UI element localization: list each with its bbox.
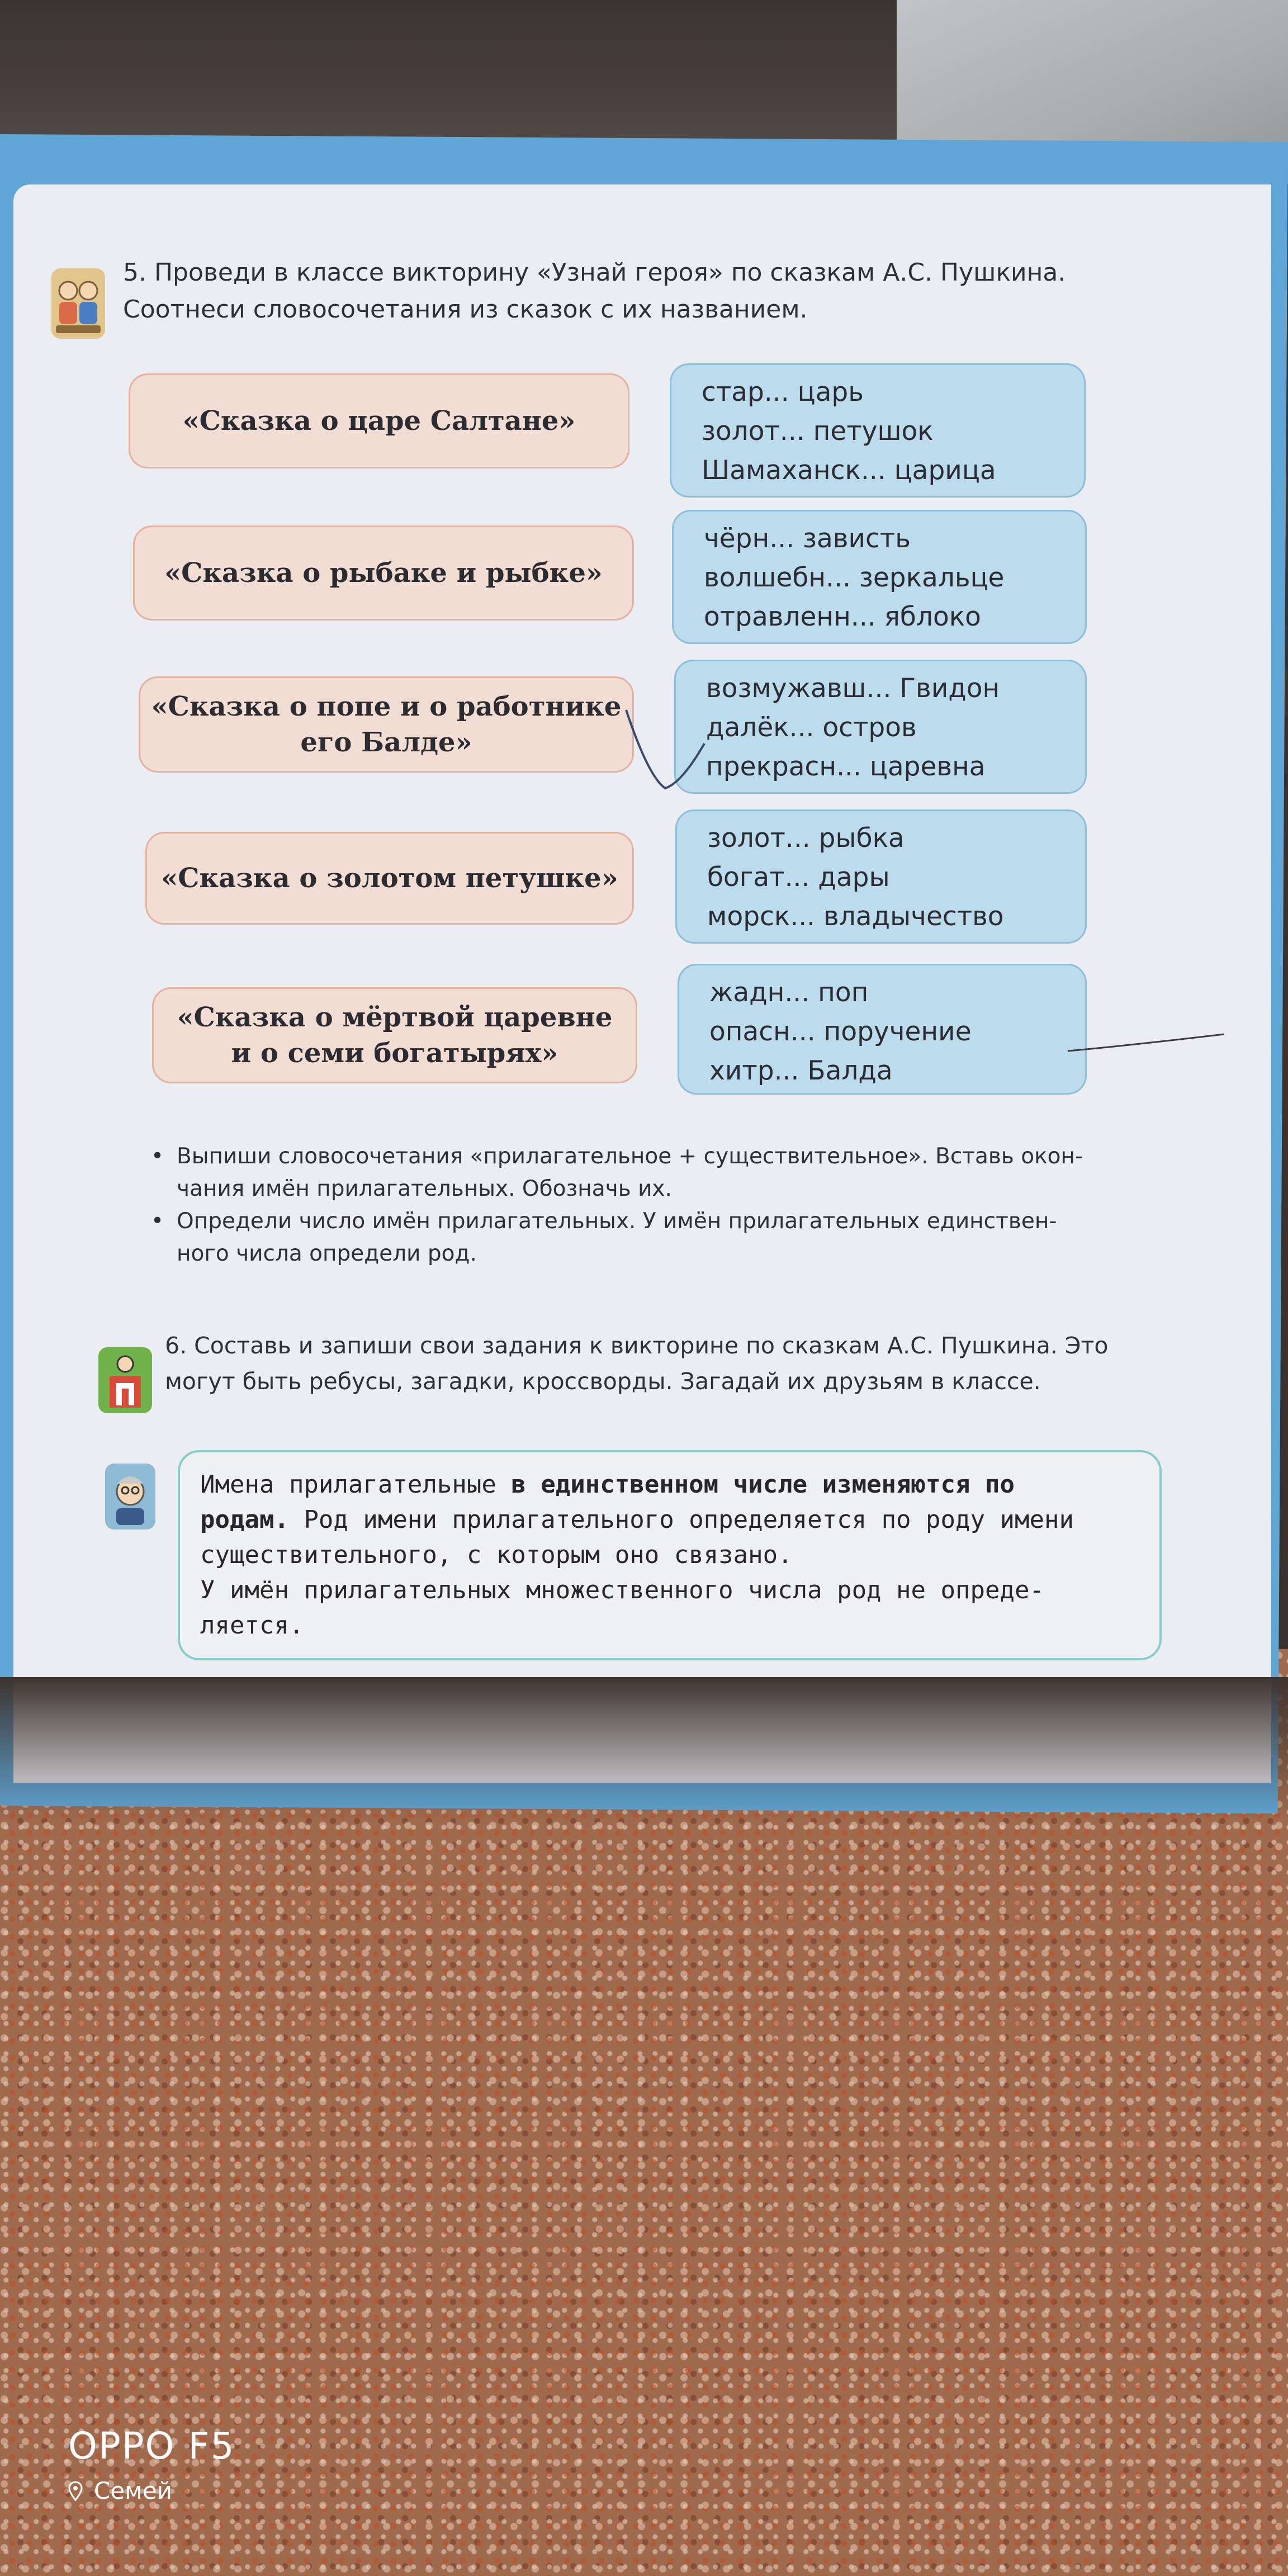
carpet-shadow	[0, 1677, 1288, 1822]
location-row	[68, 2474, 235, 2508]
phrase: золот... рыбка	[707, 823, 905, 854]
phrase-box	[670, 363, 1086, 498]
rule-line-1: Имена прилагательные в единственном числе изменяются по	[200, 1470, 1015, 1499]
bullet-line: • Определи число имён прилагательных. У имён прилагательных единствен-	[177, 1209, 1057, 1234]
tale-pill	[139, 676, 634, 773]
phrase: отравленн... яблоко	[704, 602, 981, 632]
task-6-instructions	[165, 1328, 1171, 1399]
teacher-icon	[105, 1464, 155, 1530]
bullet-line: ного числа определи род.	[177, 1241, 477, 1266]
phrase: чёрн... зависть	[704, 523, 911, 554]
kids-group-icon	[51, 268, 105, 339]
camera-watermark	[68, 2426, 235, 2508]
phrase: прекрасн... царевна	[706, 751, 986, 782]
tale-pill	[133, 525, 634, 621]
pen-task-icon	[98, 1347, 152, 1413]
phrase: волшебн... зеркальце	[704, 562, 1005, 593]
phrase: хитр... Балда	[709, 1055, 893, 1086]
location-pin-icon	[68, 2481, 83, 2501]
bullet-item	[151, 1205, 1168, 1270]
rule-line-5: ляется.	[200, 1611, 304, 1640]
pen-mark-line	[615, 699, 727, 811]
tale-title: «Сказка о царе Салтане»	[182, 405, 576, 437]
tale-title: «Сказка о рыбаке и рыбке»	[164, 557, 603, 589]
phrase: богат... дары	[707, 862, 890, 893]
tale-pill	[152, 987, 637, 1083]
pen-mark-stroke	[1062, 1029, 1230, 1062]
task-6-line-1: 6. Составь и запиши свои задания к викторине по сказкам А.С. Пушкина. Это	[165, 1332, 1109, 1359]
phrase-box	[675, 809, 1087, 944]
bullet-list	[151, 1140, 1168, 1270]
task-5-line-2: Соотнеси словосочетания из сказок с их названием.	[123, 295, 808, 324]
rule-line-4: У имён прилагательных множественного числа род не опреде-	[200, 1576, 1044, 1604]
tale-title-line-2: его Балде»	[300, 727, 472, 758]
phrase: морск... владычество	[707, 901, 1004, 932]
phrase: жадн... поп	[709, 977, 869, 1008]
bullet-line: чания имён прилагательных. Обозначь их.	[177, 1176, 672, 1201]
phrase: возмужавш... Гвидон	[706, 673, 1000, 704]
camera-brand: OPPO F5	[68, 2425, 235, 2468]
phrase: Шамаханск... царица	[702, 455, 996, 486]
phrase: опасн... поручение	[709, 1016, 972, 1047]
rule-line-2: родам. Род имени прилагательного определяется по роду имени	[200, 1505, 1074, 1534]
tale-pill	[145, 832, 634, 925]
tale-title: «Сказка о мёртвой царевне	[177, 1002, 613, 1033]
phrase-box	[672, 510, 1087, 644]
grammar-rule-box	[178, 1450, 1162, 1660]
task-5-instructions	[123, 254, 1096, 328]
phrase: стар... царь	[702, 377, 864, 408]
phrase: далёк... остров	[706, 712, 917, 743]
phrase-box	[674, 660, 1087, 794]
bullet-line: • Выпиши словосочетания «прилагательное + существительное». Вставь окон-	[177, 1144, 1083, 1169]
location-label: Семей	[94, 2477, 172, 2504]
tale-pill	[129, 373, 629, 468]
rule-line-3: существительного, с которым оно связано.	[200, 1541, 793, 1569]
tale-title: «Сказка о попе и о работнике	[151, 691, 622, 722]
task-5-line-1: 5. Проведи в классе викторину «Узнай героя» по сказкам А.С. Пушкина.	[123, 258, 1066, 287]
tale-title-line-2: и о семи богатырях»	[231, 1038, 558, 1069]
bullet-item	[151, 1140, 1168, 1205]
phrase: золот... петушок	[702, 416, 934, 447]
task-6-line-2: могут быть ребусы, загадки, кроссворды. Загадай их друзьям в классе.	[165, 1368, 1041, 1395]
phrase-box	[678, 964, 1087, 1095]
tale-title: «Сказка о золотом петушке»	[161, 863, 618, 894]
